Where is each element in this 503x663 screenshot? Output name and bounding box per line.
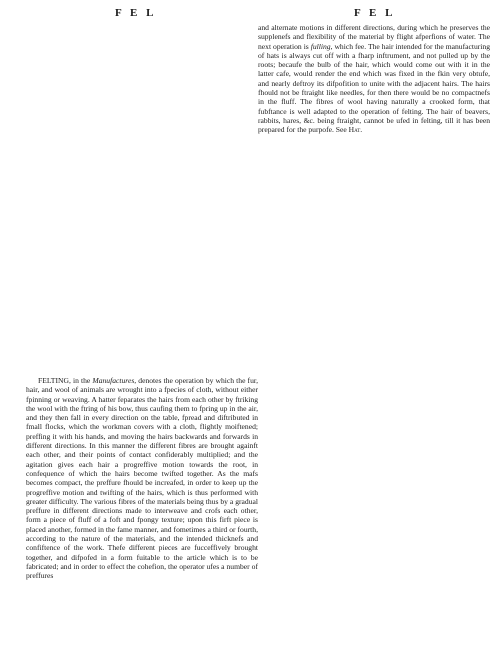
running-header-left: F E L xyxy=(115,7,157,19)
felting-entry-paragraph xyxy=(26,376,258,581)
running-header-right: F E L xyxy=(354,7,396,19)
paragraph-text: and alternate motions in different directions, during which he preserves the supplenefs and flexibility of the material by flight afperfions of water. The next operation is xyxy=(258,23,490,51)
felting-continuation-paragraph xyxy=(258,23,490,135)
paragraph-text: , denotes the operation by which the fur, hair, and wool of animals are wrought into a fpecies of cloth, without either fpinning or weaving. A hatter feparates the hairs from each other by ftriking the wool with the ftring of his bow, thus caufing them to fpring up in the air, and they then fall in every direction on the table, fpread and diftributed in fmall flocks, which the workman covers with a cloth, flightly moiftened; preffing it with his hands, and moving the hairs backwards and forwards in different directions. In this manner the different fibres are brought againft each other, and their points of contact confiderably multiplied; and the agitation gives each hair a progreffive motion towards the root, in confequence of which the hairs become twifted together. As the mafs becomes compact, the preffure fhould be increafed, in order to keep up the progreffive motion and twifting of the hairs, which is thus performed with greater difficulty. The various fibres of the materials being thus by a gradual preffure in different directions made to interweave and crofs each other, form a piece of fluff of a foft and fpongy texture; upon this firft piece is placed another, formed in the fame manner, and fometimes a third or fourth, according to the nature of the materials, and the intended thicknefs and confiftence of the work. Thefe different pieces are fucceffively brought together, and difpofed in a form fuitable to the article which is to be fabricated; and in order to effect the cohefion, the operator ufes a number of preffures xyxy=(26,376,258,581)
paragraph-text: , in the xyxy=(68,376,93,385)
italic-term: Manufactures xyxy=(92,376,135,385)
right-column-text xyxy=(258,23,490,135)
left-column-text xyxy=(26,376,258,581)
paragraph-text: . xyxy=(360,125,363,135)
entry-headword: FELTING xyxy=(38,376,69,385)
cross-reference: Hat xyxy=(348,125,361,135)
italic-term: fulling xyxy=(310,41,331,51)
paragraph-text: , which fee. The hair intended for the manufacturing of hats is always cut off with a fharp inftrument, and not pulled up by the roots; becaufe the bulb of the hair, which would come out with it in the latter cafe, would render the end which was fixed in the fkin very obtufe, and nearly deftroy its difpofition to unite with the adjacent hairs. The hairs fhould not be ftraight like needles, for then there would be no compactnefs in the fluff. The fibres of wool having naturally a crooked form, that fubftance is well adapted to the operation of felting. The hair of beavers, rabbits, hares, &c. being ftraight, cannot be ufed in felting, till it has been prepared for the purpofe. See xyxy=(258,41,490,135)
